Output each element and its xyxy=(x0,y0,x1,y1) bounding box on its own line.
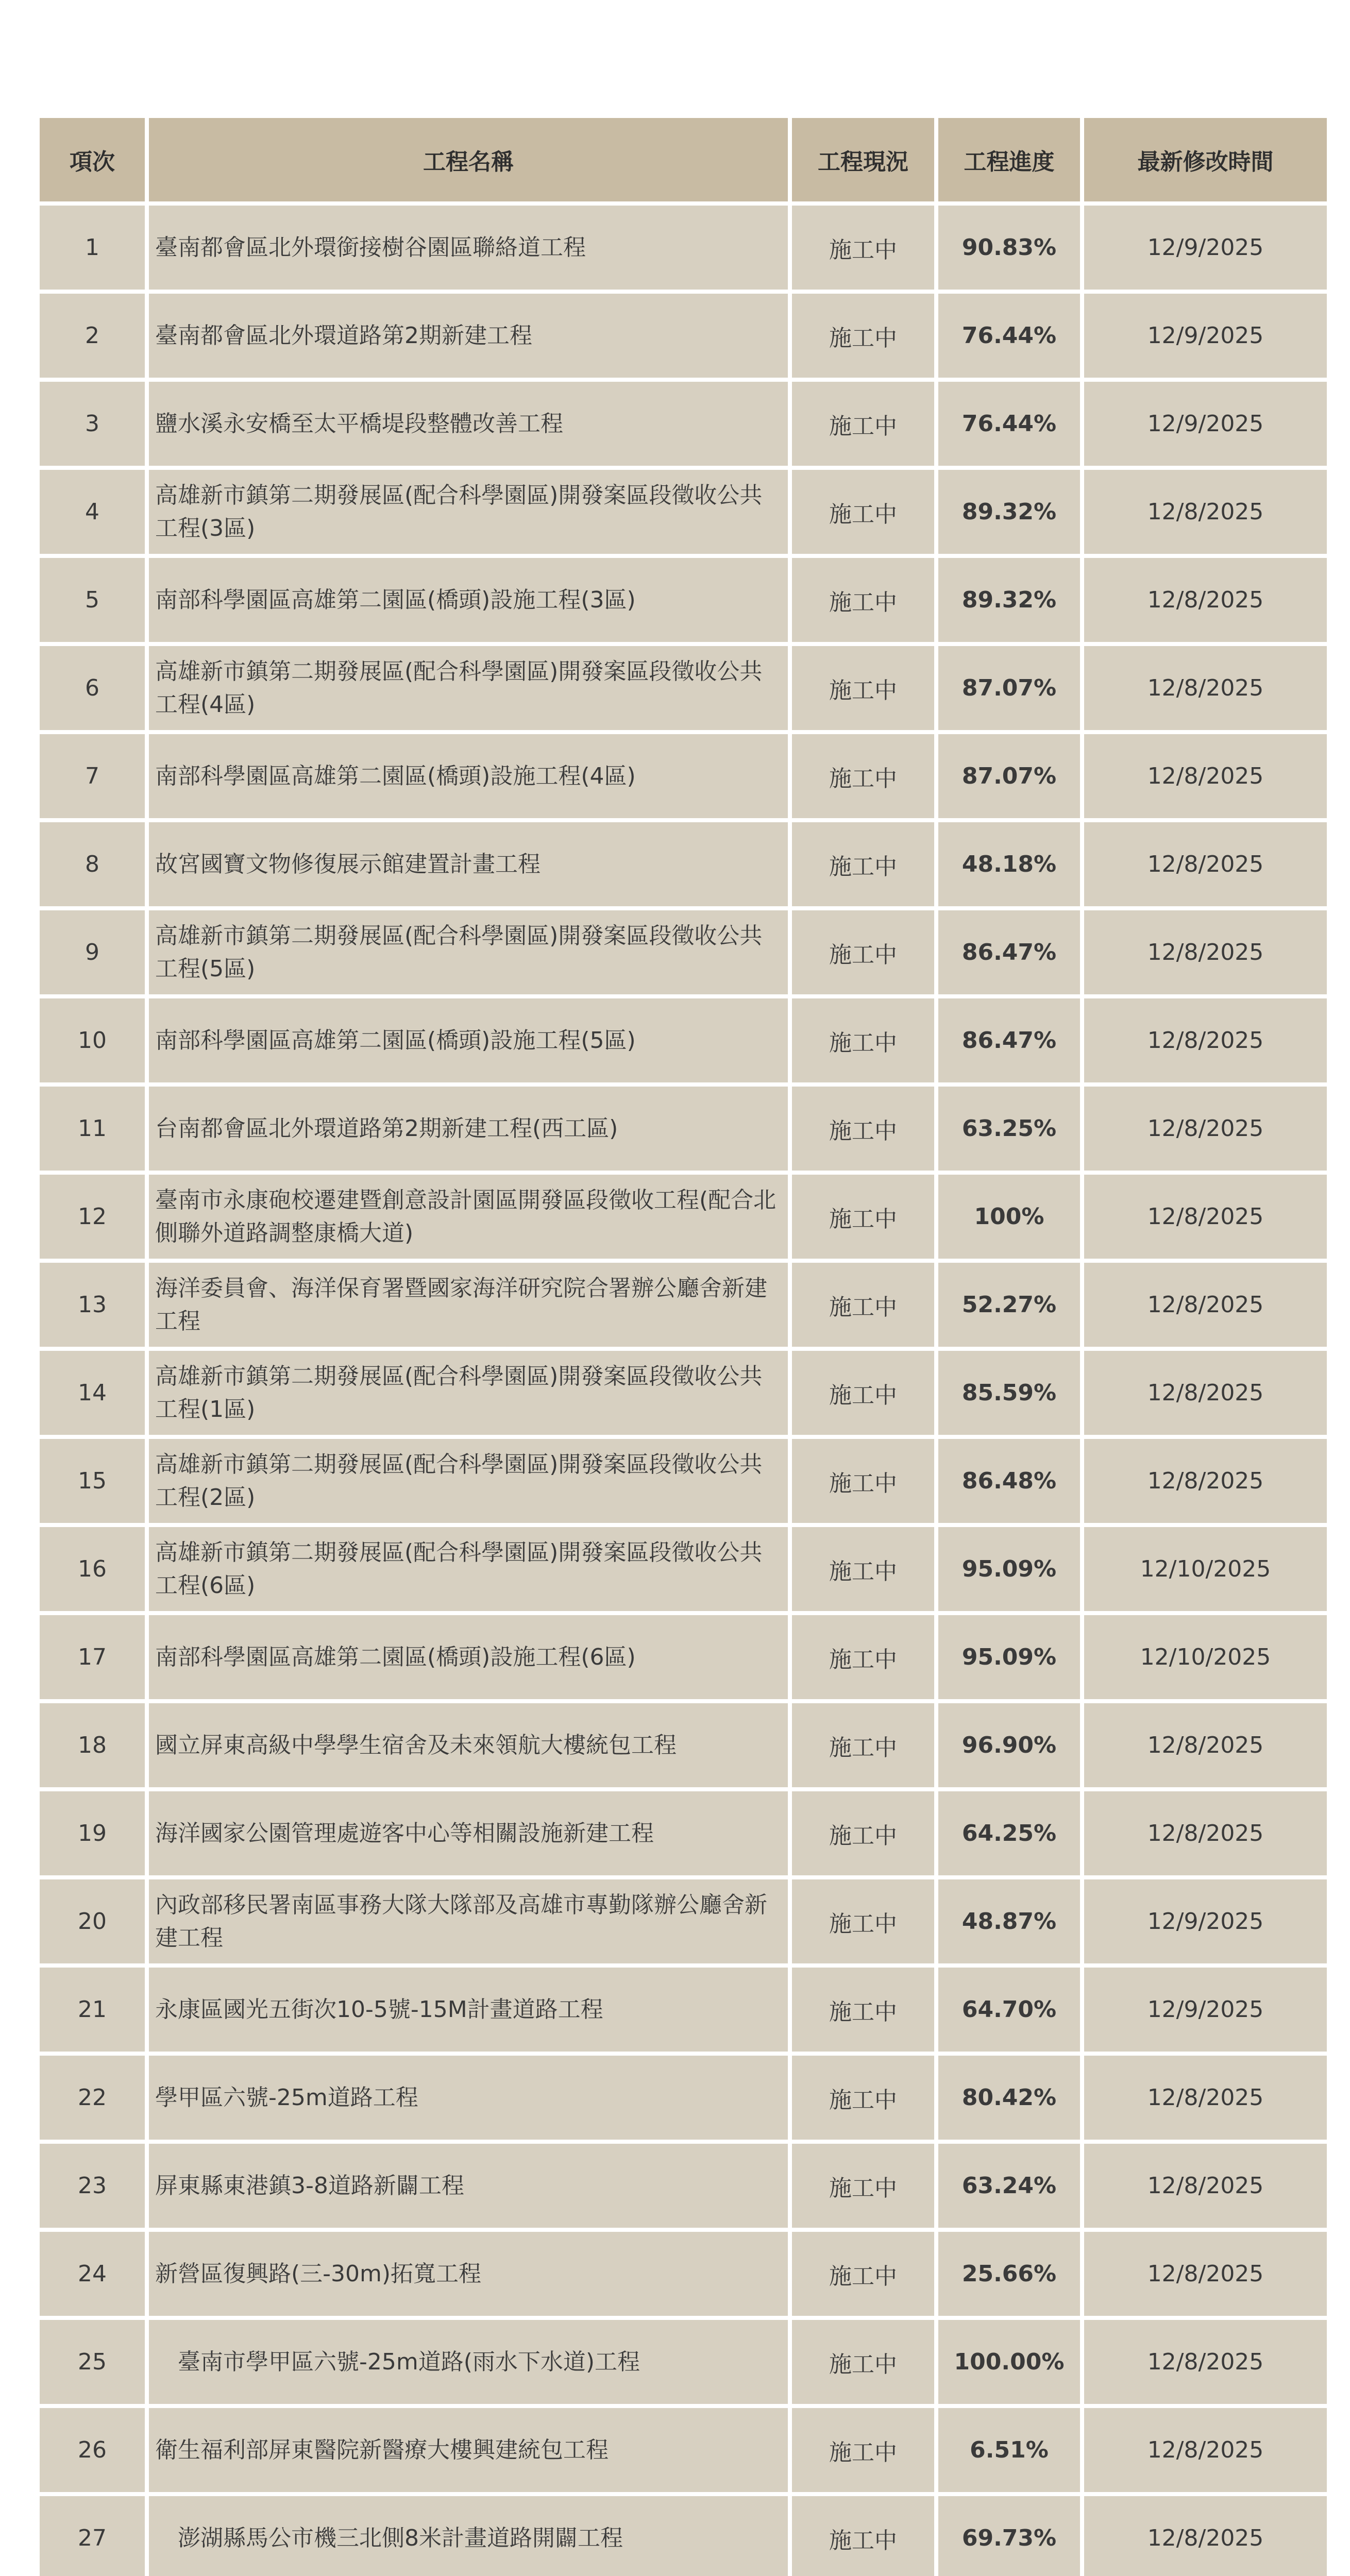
cell-last-updated: 12/8/2025 xyxy=(1084,2408,1327,2492)
table-row xyxy=(40,1263,1327,1347)
cell-progress: 86.47% xyxy=(938,910,1080,994)
cell-index: 3 xyxy=(40,382,145,466)
cell-last-updated: 12/8/2025 xyxy=(1084,1351,1327,1435)
cell-last-updated: 12/8/2025 xyxy=(1084,2232,1327,2316)
cell-index: 20 xyxy=(40,1879,145,1963)
cell-status: 施工中 xyxy=(792,910,934,994)
cell-status: 施工中 xyxy=(792,2056,934,2140)
cell-last-updated: 12/8/2025 xyxy=(1084,822,1327,906)
table-row xyxy=(40,1879,1327,1963)
cell-index: 25 xyxy=(40,2320,145,2404)
table-header-row xyxy=(40,118,1327,201)
cell-progress: 86.47% xyxy=(938,998,1080,1082)
cell-progress: 87.07% xyxy=(938,646,1080,730)
cell-last-updated: 12/8/2025 xyxy=(1084,2320,1327,2404)
cell-last-updated: 12/8/2025 xyxy=(1084,1263,1327,1347)
table-row xyxy=(40,1527,1327,1611)
cell-index: 5 xyxy=(40,558,145,642)
cell-index: 21 xyxy=(40,1968,145,2052)
cell-status: 施工中 xyxy=(792,206,934,290)
header-last-updated: 最新修改時間 xyxy=(1084,118,1327,201)
cell-status: 施工中 xyxy=(792,1087,934,1171)
cell-index: 17 xyxy=(40,1615,145,1699)
cell-project-name: 高雄新市鎮第二期發展區(配合科學園區)開發案區段徵收公共工程(2區) xyxy=(149,1439,788,1523)
cell-last-updated: 12/8/2025 xyxy=(1084,734,1327,818)
table-row xyxy=(40,2056,1327,2140)
table-row xyxy=(40,734,1327,818)
cell-progress: 25.66% xyxy=(938,2232,1080,2316)
cell-index: 2 xyxy=(40,294,145,378)
cell-progress: 76.44% xyxy=(938,382,1080,466)
cell-index: 27 xyxy=(40,2496,145,2576)
cell-index: 12 xyxy=(40,1175,145,1259)
cell-progress: 80.42% xyxy=(938,2056,1080,2140)
cell-status: 施工中 xyxy=(792,1615,934,1699)
table-row xyxy=(40,1439,1327,1523)
cell-status: 施工中 xyxy=(792,2496,934,2576)
cell-progress: 63.24% xyxy=(938,2144,1080,2228)
cell-progress: 86.48% xyxy=(938,1439,1080,1523)
cell-project-name: 臺南都會區北外環道路第2期新建工程 xyxy=(149,294,788,378)
table-row xyxy=(40,1703,1327,1787)
cell-index: 11 xyxy=(40,1087,145,1171)
cell-last-updated: 12/9/2025 xyxy=(1084,206,1327,290)
cell-index: 22 xyxy=(40,2056,145,2140)
table-row xyxy=(40,470,1327,554)
cell-status: 施工中 xyxy=(792,2320,934,2404)
table-row xyxy=(40,646,1327,730)
cell-last-updated: 12/8/2025 xyxy=(1084,2144,1327,2228)
table-row xyxy=(40,2496,1327,2576)
cell-status: 施工中 xyxy=(792,1175,934,1259)
table-row xyxy=(40,822,1327,906)
cell-last-updated: 12/8/2025 xyxy=(1084,998,1327,1082)
cell-progress: 64.25% xyxy=(938,1791,1080,1875)
cell-project-name: 海洋委員會、海洋保育署暨國家海洋研究院合署辦公廳舍新建工程 xyxy=(149,1263,788,1347)
table-body xyxy=(40,206,1327,2576)
cell-status: 施工中 xyxy=(792,294,934,378)
cell-project-name: 臺南市永康砲校遷建暨創意設計園區開發區段徵收工程(配合北側聯外道路調整康橋大道) xyxy=(149,1175,788,1259)
cell-project-name: 學甲區六號-25m道路工程 xyxy=(149,2056,788,2140)
cell-status: 施工中 xyxy=(792,558,934,642)
cell-index: 26 xyxy=(40,2408,145,2492)
cell-progress: 100% xyxy=(938,1175,1080,1259)
cell-progress: 100.00% xyxy=(938,2320,1080,2404)
table-row xyxy=(40,1615,1327,1699)
cell-index: 16 xyxy=(40,1527,145,1611)
cell-progress: 85.59% xyxy=(938,1351,1080,1435)
cell-progress: 64.70% xyxy=(938,1968,1080,2052)
table-row xyxy=(40,2320,1327,2404)
cell-index: 4 xyxy=(40,470,145,554)
cell-index: 18 xyxy=(40,1703,145,1787)
project-progress-table xyxy=(36,114,1331,2576)
cell-last-updated: 12/8/2025 xyxy=(1084,1439,1327,1523)
cell-last-updated: 12/9/2025 xyxy=(1084,1879,1327,1963)
header-project-name: 工程名稱 xyxy=(149,118,788,201)
cell-project-name: 澎湖縣馬公市機三北側8米計畫道路開闢工程 xyxy=(149,2496,788,2576)
cell-progress: 52.27% xyxy=(938,1263,1080,1347)
table-row xyxy=(40,294,1327,378)
table-row xyxy=(40,382,1327,466)
cell-status: 施工中 xyxy=(792,734,934,818)
cell-status: 施工中 xyxy=(792,2408,934,2492)
table-row xyxy=(40,2144,1327,2228)
table-row xyxy=(40,206,1327,290)
cell-status: 施工中 xyxy=(792,2144,934,2228)
cell-index: 13 xyxy=(40,1263,145,1347)
cell-last-updated: 12/8/2025 xyxy=(1084,470,1327,554)
cell-status: 施工中 xyxy=(792,2232,934,2316)
cell-status: 施工中 xyxy=(792,1703,934,1787)
cell-project-name: 臺南市學甲區六號-25m道路(雨水下水道)工程 xyxy=(149,2320,788,2404)
cell-status: 施工中 xyxy=(792,1879,934,1963)
cell-last-updated: 12/9/2025 xyxy=(1084,1968,1327,2052)
cell-index: 24 xyxy=(40,2232,145,2316)
cell-project-name: 臺南都會區北外環銜接樹谷園區聯絡道工程 xyxy=(149,206,788,290)
cell-last-updated: 12/8/2025 xyxy=(1084,1087,1327,1171)
cell-last-updated: 12/8/2025 xyxy=(1084,1175,1327,1259)
cell-project-name: 南部科學園區高雄第二園區(橋頭)設施工程(5區) xyxy=(149,998,788,1082)
table-row xyxy=(40,1175,1327,1259)
cell-project-name: 高雄新市鎮第二期發展區(配合科學園區)開發案區段徵收公共工程(4區) xyxy=(149,646,788,730)
cell-index: 9 xyxy=(40,910,145,994)
cell-progress: 6.51% xyxy=(938,2408,1080,2492)
cell-progress: 95.09% xyxy=(938,1615,1080,1699)
cell-status: 施工中 xyxy=(792,998,934,1082)
cell-progress: 63.25% xyxy=(938,1087,1080,1171)
cell-status: 施工中 xyxy=(792,470,934,554)
table-row xyxy=(40,1087,1327,1171)
cell-progress: 90.83% xyxy=(938,206,1080,290)
cell-project-name: 國立屏東高級中學學生宿舍及未來領航大樓統包工程 xyxy=(149,1703,788,1787)
cell-index: 10 xyxy=(40,998,145,1082)
cell-status: 施工中 xyxy=(792,646,934,730)
table-row xyxy=(40,1351,1327,1435)
cell-index: 8 xyxy=(40,822,145,906)
cell-project-name: 鹽水溪永安橋至太平橋堤段整體改善工程 xyxy=(149,382,788,466)
cell-progress: 96.90% xyxy=(938,1703,1080,1787)
cell-progress: 76.44% xyxy=(938,294,1080,378)
cell-last-updated: 12/9/2025 xyxy=(1084,382,1327,466)
cell-last-updated: 12/8/2025 xyxy=(1084,558,1327,642)
cell-index: 1 xyxy=(40,206,145,290)
cell-progress: 95.09% xyxy=(938,1527,1080,1611)
cell-index: 6 xyxy=(40,646,145,730)
cell-last-updated: 12/9/2025 xyxy=(1084,294,1327,378)
cell-status: 施工中 xyxy=(792,1527,934,1611)
cell-status: 施工中 xyxy=(792,1791,934,1875)
cell-progress: 87.07% xyxy=(938,734,1080,818)
cell-status: 施工中 xyxy=(792,382,934,466)
cell-last-updated: 12/10/2025 xyxy=(1084,1615,1327,1699)
cell-last-updated: 12/8/2025 xyxy=(1084,1791,1327,1875)
table-row xyxy=(40,998,1327,1082)
cell-project-name: 海洋國家公園管理處遊客中心等相關設施新建工程 xyxy=(149,1791,788,1875)
cell-project-name: 永康區國光五街次10-5號-15M計畫道路工程 xyxy=(149,1968,788,2052)
cell-progress: 48.18% xyxy=(938,822,1080,906)
cell-last-updated: 12/8/2025 xyxy=(1084,646,1327,730)
table-row xyxy=(40,558,1327,642)
cell-last-updated: 12/8/2025 xyxy=(1084,910,1327,994)
cell-project-name: 內政部移民署南區事務大隊大隊部及高雄市專勤隊辦公廳舍新建工程 xyxy=(149,1879,788,1963)
cell-status: 施工中 xyxy=(792,1968,934,2052)
cell-last-updated: 12/8/2025 xyxy=(1084,2056,1327,2140)
table-row xyxy=(40,2232,1327,2316)
table-row xyxy=(40,910,1327,994)
cell-project-name: 故宮國寶文物修復展示館建置計畫工程 xyxy=(149,822,788,906)
cell-progress: 48.87% xyxy=(938,1879,1080,1963)
cell-status: 施工中 xyxy=(792,822,934,906)
table-row xyxy=(40,1791,1327,1875)
cell-project-name: 屏東縣東港鎮3-8道路新闢工程 xyxy=(149,2144,788,2228)
cell-project-name: 衛生福利部屏東醫院新醫療大樓興建統包工程 xyxy=(149,2408,788,2492)
cell-index: 23 xyxy=(40,2144,145,2228)
cell-progress: 89.32% xyxy=(938,558,1080,642)
table-row xyxy=(40,2408,1327,2492)
cell-project-name: 南部科學園區高雄第二園區(橋頭)設施工程(3區) xyxy=(149,558,788,642)
cell-index: 15 xyxy=(40,1439,145,1523)
cell-project-name: 高雄新市鎮第二期發展區(配合科學園區)開發案區段徵收公共工程(3區) xyxy=(149,470,788,554)
table-row xyxy=(40,1968,1327,2052)
cell-project-name: 高雄新市鎮第二期發展區(配合科學園區)開發案區段徵收公共工程(6區) xyxy=(149,1527,788,1611)
cell-index: 7 xyxy=(40,734,145,818)
header-progress: 工程進度 xyxy=(938,118,1080,201)
cell-index: 19 xyxy=(40,1791,145,1875)
cell-last-updated: 12/8/2025 xyxy=(1084,1703,1327,1787)
cell-progress: 89.32% xyxy=(938,470,1080,554)
cell-progress: 69.73% xyxy=(938,2496,1080,2576)
cell-project-name: 南部科學園區高雄第二園區(橋頭)設施工程(6區) xyxy=(149,1615,788,1699)
cell-last-updated: 12/8/2025 xyxy=(1084,2496,1327,2576)
cell-last-updated: 12/10/2025 xyxy=(1084,1527,1327,1611)
cell-index: 14 xyxy=(40,1351,145,1435)
header-status: 工程現況 xyxy=(792,118,934,201)
cell-status: 施工中 xyxy=(792,1439,934,1523)
cell-status: 施工中 xyxy=(792,1263,934,1347)
cell-project-name: 台南都會區北外環道路第2期新建工程(西工區) xyxy=(149,1087,788,1171)
cell-project-name: 南部科學園區高雄第二園區(橋頭)設施工程(4區) xyxy=(149,734,788,818)
cell-project-name: 高雄新市鎮第二期發展區(配合科學園區)開發案區段徵收公共工程(1區) xyxy=(149,1351,788,1435)
cell-status: 施工中 xyxy=(792,1351,934,1435)
cell-project-name: 高雄新市鎮第二期發展區(配合科學園區)開發案區段徵收公共工程(5區) xyxy=(149,910,788,994)
header-index: 項次 xyxy=(40,118,145,201)
cell-project-name: 新營區復興路(三-30m)拓寬工程 xyxy=(149,2232,788,2316)
